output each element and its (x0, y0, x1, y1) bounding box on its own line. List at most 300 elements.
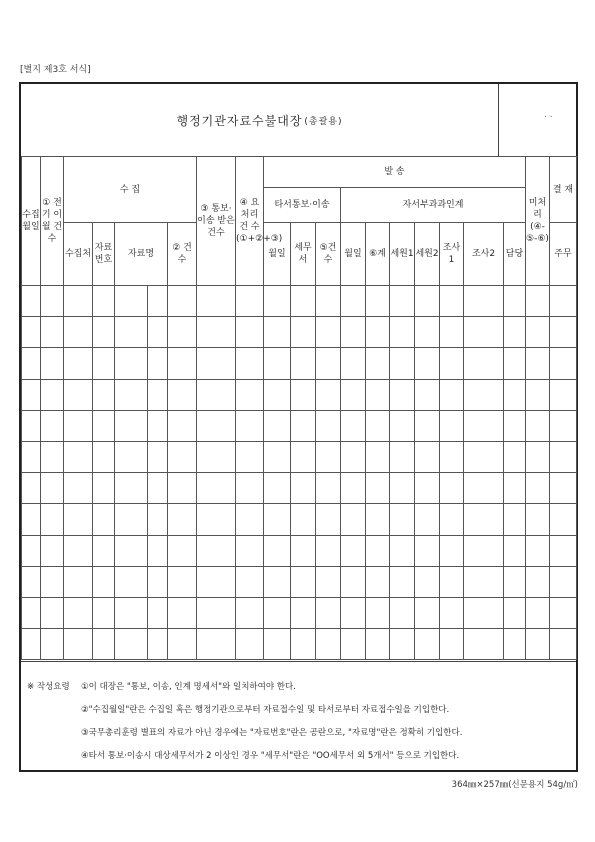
entry-cell[interactable] (236, 597, 264, 628)
entry-cell[interactable] (41, 410, 64, 441)
title-cell (21, 84, 499, 156)
entry-cell[interactable] (197, 286, 236, 317)
entry-cell[interactable] (440, 566, 464, 597)
entry-cell[interactable] (291, 410, 316, 441)
entry-cell[interactable] (168, 441, 197, 472)
entry-cell[interactable] (504, 286, 526, 317)
entry-cell[interactable] (291, 504, 316, 535)
entry-cell[interactable] (115, 317, 148, 348)
entry-cell[interactable] (64, 379, 93, 410)
entry-cell[interactable] (264, 410, 291, 441)
table-row (22, 317, 577, 348)
entry-cell[interactable] (22, 566, 41, 597)
entry-cell[interactable] (264, 629, 291, 660)
entry-cell[interactable] (316, 410, 341, 441)
entry-cell[interactable] (366, 348, 390, 379)
entry-cell[interactable] (341, 504, 366, 535)
entry-cell[interactable] (41, 597, 64, 628)
entry-cell[interactable] (390, 535, 415, 566)
entry-cell[interactable] (115, 286, 148, 317)
entry-cell[interactable] (464, 504, 504, 535)
entry-cell[interactable] (64, 286, 93, 317)
entry-cell[interactable] (291, 286, 316, 317)
entry-cell[interactable] (526, 286, 550, 317)
entry-cell[interactable] (197, 348, 236, 379)
entry-cell[interactable] (464, 597, 504, 628)
entry-cell[interactable] (316, 317, 341, 348)
entry-cell[interactable] (168, 504, 197, 535)
entry-cell[interactable] (390, 410, 415, 441)
entry-cell[interactable] (316, 379, 341, 410)
entry-cell[interactable] (316, 566, 341, 597)
entry-cell[interactable] (93, 504, 115, 535)
entry-cell[interactable] (366, 441, 390, 472)
entry-cell[interactable] (464, 348, 504, 379)
entry-cell[interactable] (464, 379, 504, 410)
entry-cell[interactable] (148, 535, 168, 566)
entry-cell[interactable] (197, 504, 236, 535)
entry-cell[interactable] (415, 504, 440, 535)
entry-cell[interactable] (168, 566, 197, 597)
entry-cell[interactable] (115, 504, 148, 535)
entry-cell[interactable] (550, 504, 577, 535)
entry-cell[interactable] (264, 504, 291, 535)
entry-cell[interactable] (236, 504, 264, 535)
entry-cell[interactable] (390, 473, 415, 504)
entry-cell[interactable] (341, 410, 366, 441)
entry-cell[interactable] (366, 535, 390, 566)
entry-cell[interactable] (41, 379, 64, 410)
entry-cell[interactable] (64, 348, 93, 379)
table-row (22, 535, 577, 566)
header-chief: 주무 (550, 223, 577, 286)
entry-cell[interactable] (341, 348, 366, 379)
entry-cell[interactable] (415, 473, 440, 504)
entry-cell[interactable] (526, 317, 550, 348)
table-row (22, 286, 577, 317)
entry-cell[interactable] (291, 473, 316, 504)
entry-cell[interactable] (197, 629, 236, 660)
entry-cell[interactable] (550, 410, 577, 441)
entry-cell[interactable] (504, 379, 526, 410)
entry-cell[interactable] (22, 317, 41, 348)
entry-cell[interactable] (148, 473, 168, 504)
table-row (22, 504, 577, 535)
entry-cell[interactable] (366, 379, 390, 410)
entry-cell[interactable] (64, 629, 93, 660)
entry-cell[interactable] (550, 566, 577, 597)
entry-cell[interactable] (93, 379, 115, 410)
header-clerk: 담당 (504, 223, 526, 286)
entry-cell[interactable] (93, 566, 115, 597)
entry-cell[interactable] (440, 348, 464, 379)
entry-cell[interactable] (550, 348, 577, 379)
entry-cell[interactable] (236, 629, 264, 660)
entry-cell[interactable] (41, 566, 64, 597)
entry-cell[interactable] (197, 441, 236, 472)
entry-cell[interactable] (415, 535, 440, 566)
entry-cell[interactable] (22, 348, 41, 379)
entry-cell[interactable] (390, 317, 415, 348)
entry-cell[interactable] (504, 410, 526, 441)
table-row (22, 348, 577, 379)
entry-cell[interactable] (64, 473, 93, 504)
header-tax1: 세원1 (390, 223, 415, 286)
entry-cell[interactable] (236, 535, 264, 566)
entry-cell[interactable] (264, 597, 291, 628)
entry-cell[interactable] (341, 473, 366, 504)
entry-cell[interactable] (550, 317, 577, 348)
entry-cell[interactable] (366, 286, 390, 317)
note-4: ④타서 통보·이송시 대상세무서가 2 이상인 경우 "세무서"란은 "OO세무서 외 5개서" 등으로 기입한다. (81, 751, 460, 761)
entry-cell[interactable] (197, 535, 236, 566)
header-dept-date: 월일 (341, 223, 366, 286)
entry-cell[interactable] (168, 473, 197, 504)
entry-cell[interactable] (415, 441, 440, 472)
table-row (22, 379, 577, 410)
header-collector: 수집처 (64, 223, 93, 286)
entry-cell[interactable] (504, 441, 526, 472)
entry-cell[interactable] (440, 629, 464, 660)
entry-cell[interactable] (41, 473, 64, 504)
entry-cell[interactable] (168, 535, 197, 566)
entry-cell[interactable] (504, 597, 526, 628)
entry-cell[interactable] (197, 317, 236, 348)
entry-cell[interactable] (148, 317, 168, 348)
header-to-process: ④ 요처리 건 수 (①+②+③) (236, 157, 264, 286)
entry-cell[interactable] (550, 535, 577, 566)
header-inv2: 조사2 (464, 223, 504, 286)
entry-cell[interactable] (440, 597, 464, 628)
entry-cell[interactable] (291, 566, 316, 597)
entry-cell[interactable] (115, 566, 148, 597)
entry-cell[interactable] (341, 535, 366, 566)
entry-cell[interactable] (22, 441, 41, 472)
entry-cell[interactable] (440, 441, 464, 472)
entry-cell[interactable] (341, 597, 366, 628)
table-row (22, 473, 577, 504)
entry-cell[interactable] (341, 317, 366, 348)
note-3: ③국무총리훈령 별표의 자료가 아닌 경우에는 "자료번호"란은 공란으로, "자료명"란은 정확히 기입한다. (81, 728, 463, 738)
entry-cell[interactable] (316, 441, 341, 472)
entry-cell[interactable] (440, 317, 464, 348)
note-1: ①이 대장은 "통보, 이송, 인계 명세서"와 일치하여야 한다. (81, 682, 296, 692)
ledger-table (21, 156, 577, 660)
entry-cell[interactable] (64, 410, 93, 441)
entry-cell[interactable] (526, 441, 550, 472)
entry-cell[interactable] (341, 286, 366, 317)
entry-cell[interactable] (168, 286, 197, 317)
header-prev-transfer: ① 전기 이월 건수 (41, 157, 64, 286)
entry-cell[interactable] (316, 535, 341, 566)
entry-cell[interactable] (115, 629, 148, 660)
entry-cell[interactable] (390, 597, 415, 628)
entry-cell[interactable] (264, 535, 291, 566)
entry-cell[interactable] (366, 629, 390, 660)
entry-cell[interactable] (291, 379, 316, 410)
entry-cell[interactable] (236, 441, 264, 472)
entry-cell[interactable] (526, 629, 550, 660)
entry-cell[interactable] (504, 473, 526, 504)
entry-cell[interactable] (41, 317, 64, 348)
entry-cell[interactable] (93, 441, 115, 472)
entry-cell[interactable] (316, 629, 341, 660)
entry-cell[interactable] (464, 286, 504, 317)
entry-cell[interactable] (148, 286, 168, 317)
table-row (22, 629, 577, 660)
entry-cell[interactable] (148, 504, 168, 535)
paper-spec: 364㎜×257㎜(신문용지 54g/㎡) (451, 780, 578, 790)
entry-cell[interactable] (316, 597, 341, 628)
entry-cell[interactable] (197, 379, 236, 410)
entry-cell[interactable] (415, 410, 440, 441)
table-row (22, 597, 577, 628)
entry-cell[interactable] (291, 629, 316, 660)
header-tax-office: 세무서 (291, 223, 316, 286)
entry-cell[interactable] (440, 473, 464, 504)
header-unprocessed: 미처리 (④-⑤-⑥) (526, 157, 550, 286)
entry-cell[interactable] (236, 410, 264, 441)
entry-cell[interactable] (93, 410, 115, 441)
entry-cell[interactable] (526, 535, 550, 566)
entry-cell[interactable] (148, 629, 168, 660)
entry-cell[interactable] (22, 535, 41, 566)
header-notice: ③ 통보·이송 받은건수 (197, 157, 236, 286)
entry-cell[interactable] (316, 504, 341, 535)
entry-cell[interactable] (264, 441, 291, 472)
entry-cell[interactable] (526, 504, 550, 535)
entry-cell[interactable] (264, 317, 291, 348)
entry-cell[interactable] (64, 597, 93, 628)
entry-cell[interactable] (415, 597, 440, 628)
header-self-dept: 자서부과과인계 (341, 188, 526, 223)
entry-cell[interactable] (41, 348, 64, 379)
entry-cell[interactable] (366, 566, 390, 597)
entry-cell[interactable] (22, 629, 41, 660)
entry-cell[interactable] (550, 286, 577, 317)
entry-cell[interactable] (22, 597, 41, 628)
entry-cell[interactable] (115, 535, 148, 566)
entry-cell[interactable] (291, 348, 316, 379)
entry-cell[interactable] (22, 286, 41, 317)
entry-cell[interactable] (415, 566, 440, 597)
entry-cell[interactable] (236, 317, 264, 348)
entry-cell[interactable] (550, 629, 577, 660)
header-other-notice: 타서통보·이송 (264, 188, 341, 223)
stamp-marks: . . (544, 110, 553, 120)
ledger-form (19, 82, 578, 772)
header-approval: 결 재 (550, 157, 577, 223)
entry-cell[interactable] (115, 348, 148, 379)
entry-cell[interactable] (464, 410, 504, 441)
entry-cell[interactable] (526, 348, 550, 379)
entry-cell[interactable] (93, 286, 115, 317)
table-row (22, 441, 577, 472)
entry-cell[interactable] (22, 504, 41, 535)
entry-cell[interactable] (264, 286, 291, 317)
entry-cell[interactable] (504, 317, 526, 348)
entry-cell[interactable] (415, 629, 440, 660)
entry-cell[interactable] (526, 473, 550, 504)
entry-cell[interactable] (415, 379, 440, 410)
entry-cell[interactable] (366, 317, 390, 348)
entry-cell[interactable] (41, 441, 64, 472)
header-total6: ⑥계 (366, 223, 390, 286)
entry-cell[interactable] (526, 566, 550, 597)
notes-label: ※ 작성요령 (27, 682, 70, 692)
entry-cell[interactable] (64, 441, 93, 472)
entry-cell[interactable] (415, 286, 440, 317)
entry-cell[interactable] (264, 348, 291, 379)
entry-cell[interactable] (464, 566, 504, 597)
entry-cell[interactable] (341, 566, 366, 597)
entry-cell[interactable] (390, 504, 415, 535)
entry-cell[interactable] (197, 566, 236, 597)
entry-cell[interactable] (504, 535, 526, 566)
entry-cell[interactable] (115, 441, 148, 472)
header-inv1: 조사1 (440, 223, 464, 286)
entry-cell[interactable] (148, 597, 168, 628)
entry-cell[interactable] (168, 629, 197, 660)
entry-cell[interactable] (440, 379, 464, 410)
entry-cell[interactable] (115, 379, 148, 410)
entry-cell[interactable] (236, 348, 264, 379)
entry-cell[interactable] (236, 566, 264, 597)
entry-cell[interactable] (148, 441, 168, 472)
entry-cell[interactable] (464, 317, 504, 348)
entry-cell[interactable] (236, 473, 264, 504)
entry-cell[interactable] (526, 379, 550, 410)
entry-cell[interactable] (41, 286, 64, 317)
entry-cell[interactable] (464, 441, 504, 472)
entry-cell[interactable] (148, 410, 168, 441)
entry-cell[interactable] (22, 410, 41, 441)
entry-cell[interactable] (148, 348, 168, 379)
entry-cell[interactable] (366, 597, 390, 628)
entry-cell[interactable] (550, 379, 577, 410)
entry-cell[interactable] (390, 286, 415, 317)
entry-cell[interactable] (93, 597, 115, 628)
entry-cell[interactable] (148, 566, 168, 597)
entry-cell[interactable] (64, 504, 93, 535)
entry-cell[interactable] (64, 566, 93, 597)
entry-cell[interactable] (440, 410, 464, 441)
header-tax2: 세원2 (415, 223, 440, 286)
header-data-no: 자료 번호 (93, 223, 115, 286)
entry-cell[interactable] (316, 473, 341, 504)
entry-cell[interactable] (93, 629, 115, 660)
entry-cell[interactable] (550, 597, 577, 628)
entry-cell[interactable] (236, 379, 264, 410)
entry-cell[interactable] (464, 473, 504, 504)
entry-cell[interactable] (291, 441, 316, 472)
entry-cell[interactable] (291, 535, 316, 566)
entry-cell[interactable] (236, 286, 264, 317)
entry-cell[interactable] (390, 441, 415, 472)
entry-cell[interactable] (168, 379, 197, 410)
entry-cell[interactable] (390, 566, 415, 597)
entry-cell[interactable] (526, 410, 550, 441)
entry-cell[interactable] (341, 441, 366, 472)
entry-cell[interactable] (93, 535, 115, 566)
entry-cell[interactable] (415, 317, 440, 348)
entry-cell[interactable] (64, 317, 93, 348)
note-2: ②"수집월일"란은 수집일 혹은 행정기관으로부터 자료접수일 및 타서로부터 자료접수일을 기입한다. (81, 705, 450, 715)
entry-cell[interactable] (168, 410, 197, 441)
entry-cell[interactable] (291, 597, 316, 628)
header-count2: ② 건수 (168, 223, 197, 286)
entry-cell[interactable] (550, 441, 577, 472)
entry-cell[interactable] (93, 473, 115, 504)
entry-cell[interactable] (504, 566, 526, 597)
entry-cell[interactable] (440, 504, 464, 535)
entry-cell[interactable] (504, 348, 526, 379)
entry-cell[interactable] (197, 410, 236, 441)
entry-cell[interactable] (390, 379, 415, 410)
table-body (22, 286, 577, 660)
entry-cell[interactable] (22, 379, 41, 410)
entry-cell[interactable] (264, 566, 291, 597)
entry-cell[interactable] (316, 286, 341, 317)
header-send-date: 월일 (264, 223, 291, 286)
table-row (22, 410, 577, 441)
entry-cell[interactable] (93, 348, 115, 379)
entry-cell[interactable] (168, 597, 197, 628)
entry-cell[interactable] (41, 504, 64, 535)
entry-cell[interactable] (64, 535, 93, 566)
entry-cell[interactable] (168, 317, 197, 348)
entry-cell[interactable] (415, 348, 440, 379)
header-data-name: 자료명 (115, 223, 168, 286)
entry-cell[interactable] (504, 504, 526, 535)
entry-cell[interactable] (366, 410, 390, 441)
entry-cell[interactable] (115, 597, 148, 628)
entry-cell[interactable] (264, 473, 291, 504)
entry-cell[interactable] (341, 379, 366, 410)
entry-cell[interactable] (366, 504, 390, 535)
ledger-subtitle: (총괄용) (304, 116, 343, 127)
entry-cell[interactable] (316, 348, 341, 379)
entry-cell[interactable] (93, 317, 115, 348)
entry-cell[interactable] (41, 535, 64, 566)
entry-cell[interactable] (440, 286, 464, 317)
entry-cell[interactable] (341, 629, 366, 660)
entry-cell[interactable] (526, 597, 550, 628)
entry-cell[interactable] (148, 379, 168, 410)
entry-cell[interactable] (168, 348, 197, 379)
entry-cell[interactable] (264, 379, 291, 410)
entry-cell[interactable] (550, 473, 577, 504)
ledger-title: 행정기관자료수불대장 (176, 113, 303, 128)
header-collect: 수 집 (64, 157, 197, 223)
header-send: 발 송 (264, 157, 526, 188)
title-row (21, 84, 576, 157)
entry-cell[interactable] (115, 410, 148, 441)
entry-cell[interactable] (197, 473, 236, 504)
entry-cell[interactable] (366, 473, 390, 504)
entry-cell[interactable] (390, 348, 415, 379)
entry-cell[interactable] (464, 629, 504, 660)
entry-cell[interactable] (41, 629, 64, 660)
entry-cell[interactable] (464, 535, 504, 566)
entry-cell[interactable] (390, 629, 415, 660)
entry-cell[interactable] (291, 317, 316, 348)
entry-cell[interactable] (115, 473, 148, 504)
entry-cell[interactable] (197, 597, 236, 628)
entry-cell[interactable] (22, 473, 41, 504)
entry-cell[interactable] (504, 629, 526, 660)
entry-cell[interactable] (440, 535, 464, 566)
